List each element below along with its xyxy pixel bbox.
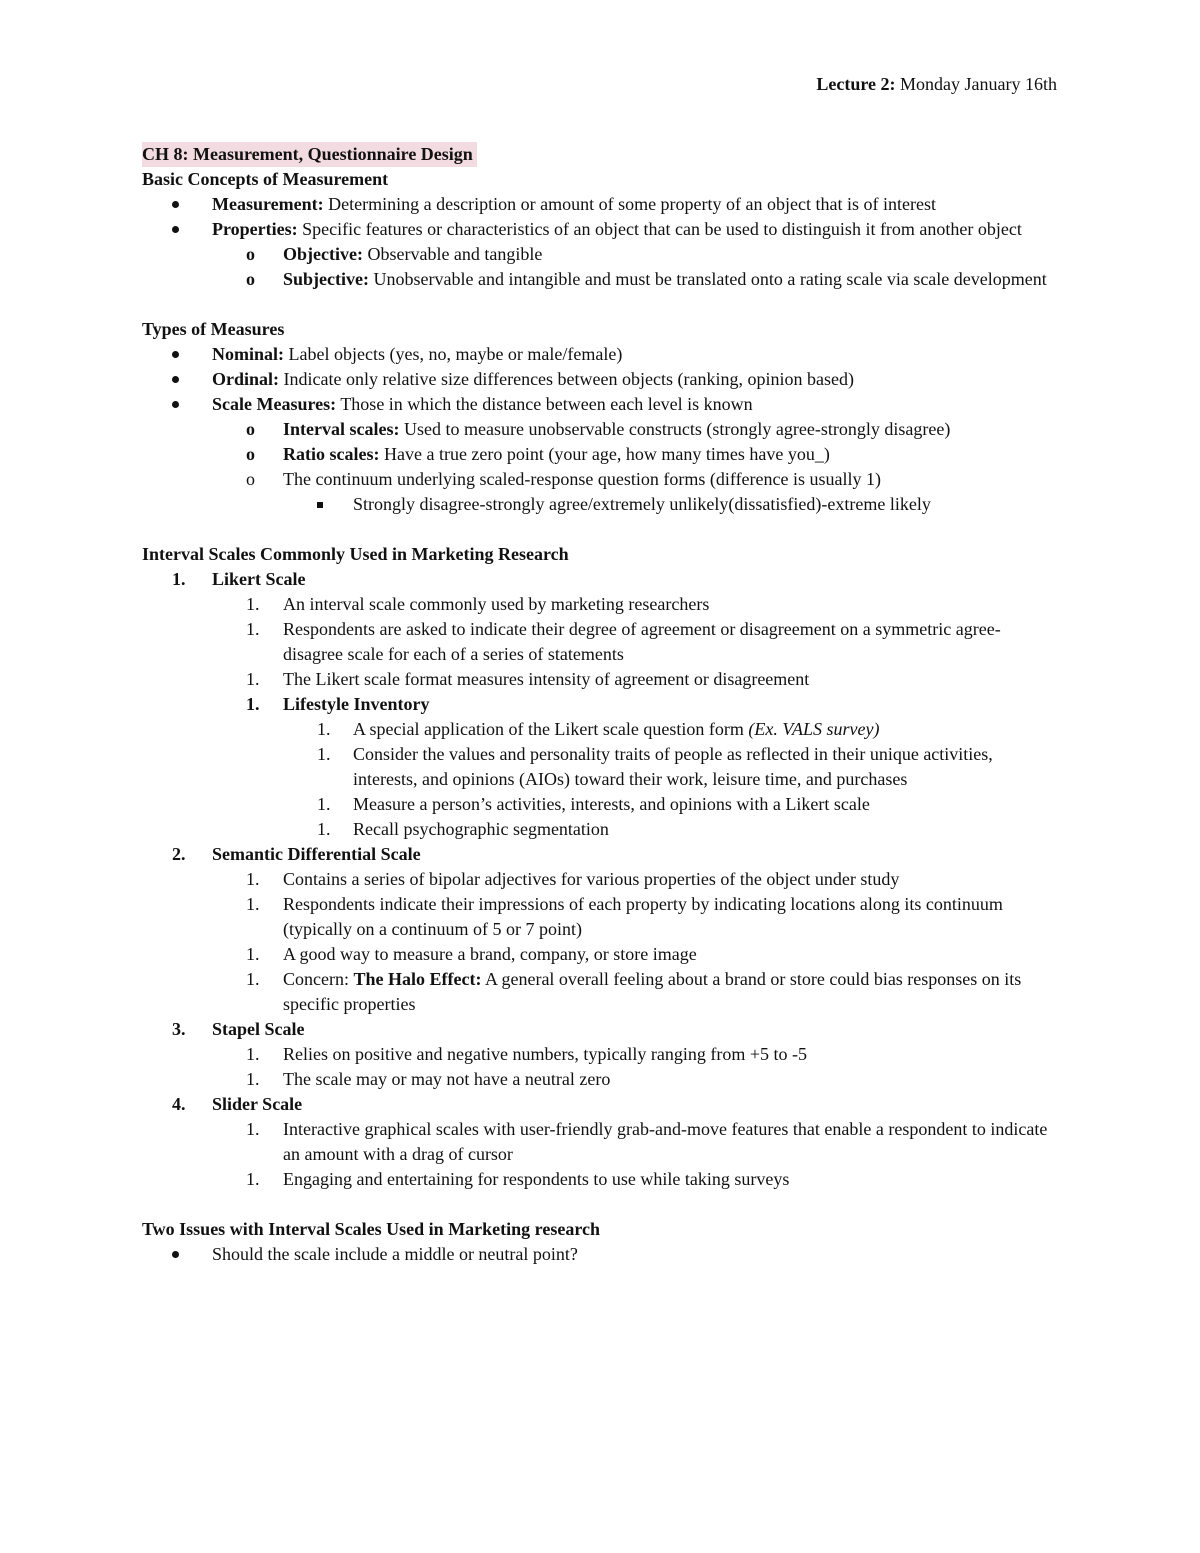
list-item [142, 867, 1058, 892]
list-item [142, 1117, 1058, 1167]
item-text: Engaging and entertaining for respondents to use while taking surveys [283, 1169, 790, 1189]
list-number: 3. [172, 1019, 186, 1039]
list-item [142, 892, 1058, 942]
item-text: Should the scale include a middle or neutral point? [212, 1244, 578, 1264]
section-heading-types: Types of Measures [142, 319, 285, 339]
section-heading-two-issues: Two Issues with Interval Scales Used in Marketing research [142, 1219, 600, 1239]
item-text: The continuum underlying scaled-response question forms (difference is usually 1) [283, 469, 882, 489]
list-item-continuum [142, 467, 1058, 492]
spacer [142, 292, 1058, 317]
item-text: Strongly disagree-strongly agree/extremely unlikely(dissatisfied)-extreme likely [353, 494, 931, 514]
list-item-interval [142, 417, 1058, 442]
item-text: The Likert scale format measures intensity of agreement or disagreement [283, 669, 810, 689]
item-title: Semantic Differential Scale [212, 844, 421, 864]
term: Ordinal: [212, 369, 280, 389]
list-item [142, 1042, 1058, 1067]
list-number: 4. [172, 1094, 186, 1114]
lecture-date: Monday January 16th [895, 74, 1057, 94]
list-item [142, 817, 1058, 842]
list-item-stapel [142, 1017, 1058, 1042]
list-number: 1. [246, 944, 260, 964]
item-title: Stapel Scale [212, 1019, 305, 1039]
example-text: (Ex. VALS survey) [748, 719, 880, 739]
definition: Used to measure unobservable constructs (strongly agree-strongly disagree) [399, 419, 951, 439]
definition: Indicate only relative size differences between objects (ranking, opinion based) [279, 369, 854, 389]
list-item [142, 942, 1058, 967]
section-heading-interval-scales: Interval Scales Commonly Used in Marketing Research [142, 544, 569, 564]
list-number: 1. [246, 694, 260, 714]
list-item [142, 592, 1058, 617]
list-item-semantic [142, 842, 1058, 867]
bullet-icon [172, 226, 179, 233]
page-header [816, 72, 1057, 97]
chapter-title: CH 8: Measurement, Questionnaire Design [142, 142, 477, 167]
list-item [142, 1067, 1058, 1092]
bullet-icon [172, 201, 179, 208]
circle-bullet-icon: o [246, 269, 255, 289]
definition: Observable and tangible [362, 244, 543, 264]
list-number: 1. [317, 819, 331, 839]
list-item-scale-measures [142, 392, 1058, 417]
list-item-slider [142, 1092, 1058, 1117]
list-number: 1. [317, 719, 331, 739]
list-item [142, 742, 1058, 792]
term: Nominal: [212, 344, 284, 364]
document-body [142, 142, 1058, 1267]
item-title: Likert Scale [212, 569, 306, 589]
list-item-properties [142, 217, 1058, 242]
bullet-icon [172, 351, 179, 358]
item-text: Respondents indicate their impressions of each property by indicating locations along its continuum (typically on a continuum of 5 or 7 point) [283, 894, 1003, 939]
list-number: 2. [172, 844, 186, 864]
list-item [142, 792, 1058, 817]
item-text: Concern: [283, 969, 354, 989]
lecture-label: Lecture 2: [816, 74, 896, 94]
item-title: Slider Scale [212, 1094, 303, 1114]
spacer [142, 1192, 1058, 1217]
item-text: An interval scale commonly used by marketing researchers [283, 594, 710, 614]
list-number: 1. [246, 1044, 260, 1064]
definition: Unobservable and intangible and must be translated onto a rating scale via scale development [368, 269, 1047, 289]
list-item [142, 617, 1058, 667]
list-number: 1. [246, 619, 260, 639]
circle-bullet-icon: o [246, 444, 255, 464]
list-number: 1. [246, 894, 260, 914]
item-text: Recall psychographic segmentation [353, 819, 609, 839]
item-text: The scale may or may not have a neutral zero [283, 1069, 611, 1089]
term: Scale Measures: [212, 394, 337, 414]
spacer [142, 517, 1058, 542]
term: Measurement: [212, 194, 324, 214]
list-item-subjective [142, 267, 1058, 292]
list-number: 1. [246, 669, 260, 689]
term: Subjective: [283, 269, 369, 289]
item-text: Respondents are asked to indicate their degree of agreement or disagreement on a symmetric agree-disagree scale for each of a series of statements [283, 619, 1001, 664]
list-item-halo [142, 967, 1058, 1017]
list-number: 1. [246, 1069, 260, 1089]
list-number: 1. [317, 744, 331, 764]
list-item [142, 1167, 1058, 1192]
item-text: Consider the values and personality traits of people as reflected in their unique activities, interests, and opinions (AIOs) toward their work, leisure time, and purchases [353, 744, 993, 789]
circle-bullet-icon: o [246, 469, 255, 489]
bullet-icon [172, 1251, 179, 1258]
section-heading-basic-concepts: Basic Concepts of Measurement [142, 169, 389, 189]
list-item-lifestyle [142, 692, 1058, 717]
list-item-continuum-sub [142, 492, 1058, 517]
list-item-likert [142, 567, 1058, 592]
list-number: 1. [172, 569, 186, 589]
definition: Those in which the distance between each level is known [336, 394, 753, 414]
list-item-ratio [142, 442, 1058, 467]
bullet-icon [172, 401, 179, 408]
definition: Specific features or characteristics of an object that can be used to distinguish it from another object [297, 219, 1022, 239]
list-item-neutral-point [142, 1242, 1058, 1267]
term: Properties: [212, 219, 298, 239]
square-bullet-icon [317, 502, 323, 508]
list-number: 1. [246, 969, 260, 989]
item-text: Contains a series of bipolar adjectives for various properties of the object under study [283, 869, 900, 889]
term: Objective: [283, 244, 363, 264]
list-number: 1. [246, 869, 260, 889]
item-text: Relies on positive and negative numbers, typically ranging from +5 to -5 [283, 1044, 808, 1064]
list-number: 1. [246, 1169, 260, 1189]
list-item-measurement [142, 192, 1058, 217]
list-number: 1. [317, 794, 331, 814]
term: Ratio scales: [283, 444, 380, 464]
list-item [142, 717, 1058, 742]
list-item-ordinal [142, 367, 1058, 392]
bullet-icon [172, 376, 179, 383]
definition: A general overall feeling about a brand or store could bias responses on its specific properties [283, 969, 1022, 1014]
item-text: Measure a person’s activities, interests, and opinions with a Likert scale [353, 794, 870, 814]
item-text: Interactive graphical scales with user-friendly grab-and-move features that enable a respondent to indicate an amount with a drag of cursor [283, 1119, 1048, 1164]
list-item-nominal [142, 342, 1058, 367]
definition: Label objects (yes, no, maybe or male/female) [284, 344, 623, 364]
list-item [142, 667, 1058, 692]
list-item-objective [142, 242, 1058, 267]
circle-bullet-icon: o [246, 244, 255, 264]
item-title: Lifestyle Inventory [283, 694, 430, 714]
list-number: 1. [246, 1119, 260, 1139]
term: Interval scales: [283, 419, 400, 439]
definition: Determining a description or amount of some property of an object that is of interest [323, 194, 936, 214]
item-text: A good way to measure a brand, company, or store image [283, 944, 697, 964]
circle-bullet-icon: o [246, 419, 255, 439]
definition: Have a true zero point (your age, how many times have you_) [379, 444, 830, 464]
list-number: 1. [246, 594, 260, 614]
term: The Halo Effect: [353, 969, 482, 989]
item-text: A special application of the Likert scale question form [353, 719, 749, 739]
